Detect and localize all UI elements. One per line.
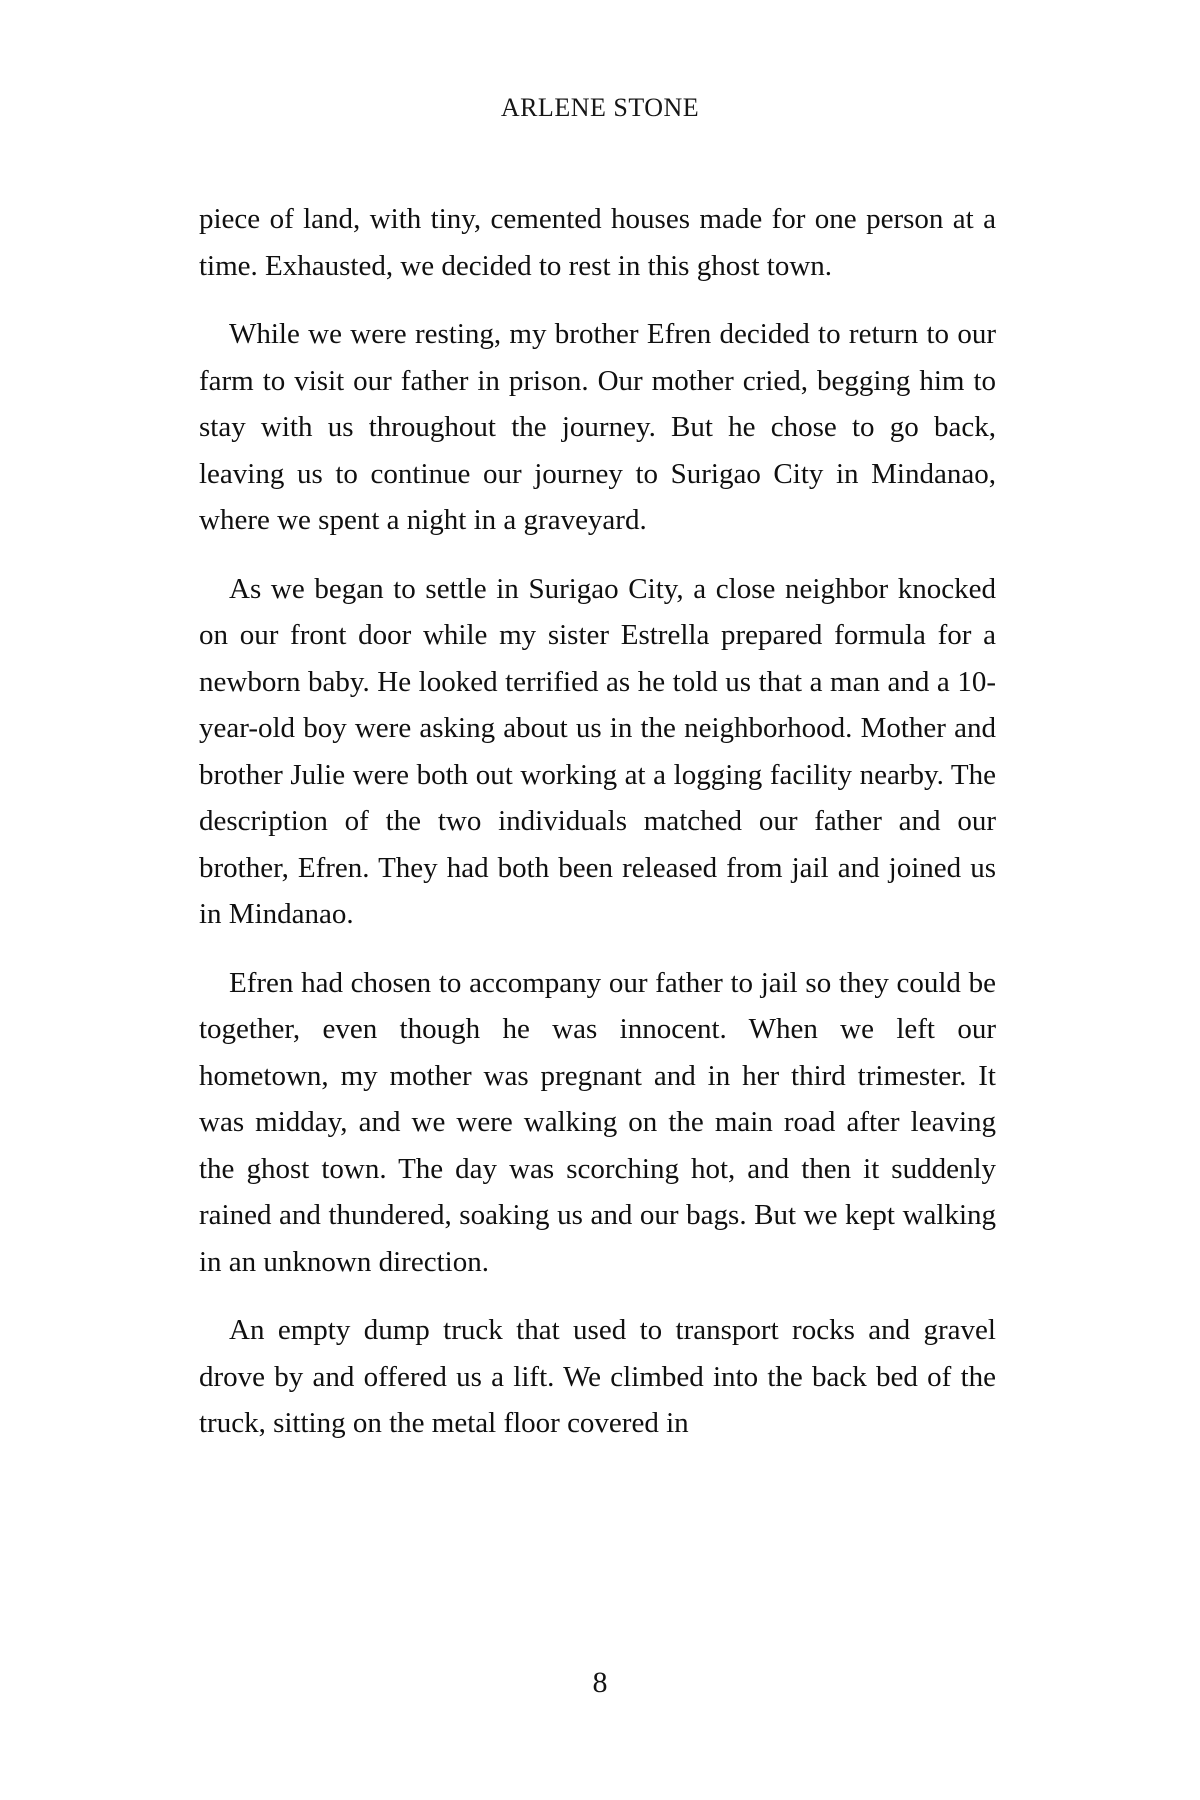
paragraph: Efren had chosen to accompany our father to jail so they could be together, even though he was innocent. When we left our hometown, my mother was pregnant and in her third trimester. It was midday, and we were walking on the main road after leaving the ghost town. The day was scorching hot, and then it suddenly rained and thundered, soaking us and our bags. But we kept walking in an unknown direction.: [199, 966, 996, 1278]
paragraph: While we were resting, my brother Efren decided to return to our farm to visit our father in prison. Our mother cried, begging him to stay with us throughout the journey. But he chose to go back, leaving us to continue our journey to Surigao City in Mindanao, where we spent a night in a graveyard.: [199, 318, 996, 536]
paragraph: piece of land, with tiny, cemented houses made for one person at a time. Exhausted, we decided to rest in this ghost town.: [199, 203, 996, 282]
running-header: ARLENE STONE: [500, 93, 700, 122]
page-body: [199, 196, 996, 1469]
paragraph: As we began to settle in Surigao City, a close neighbor knocked on our front door while my sister Estrella prepared formula for a newborn baby. He looked terrified as he told us that a man and a 10-year-old boy were asking about us in the neighborhood. Mother and brother Julie were both out working at a logging facility nearby. The description of the two individuals matched our father and our brother, Efren. They had both been released from jail and joined us in Mindanao.: [199, 572, 996, 930]
page-number: 8: [592, 1666, 608, 1699]
paragraph: An empty dump truck that used to transport rocks and gravel drove by and offered us a lift. We climbed into the back bed of the truck, sitting on the metal floor covered in: [199, 1314, 996, 1439]
